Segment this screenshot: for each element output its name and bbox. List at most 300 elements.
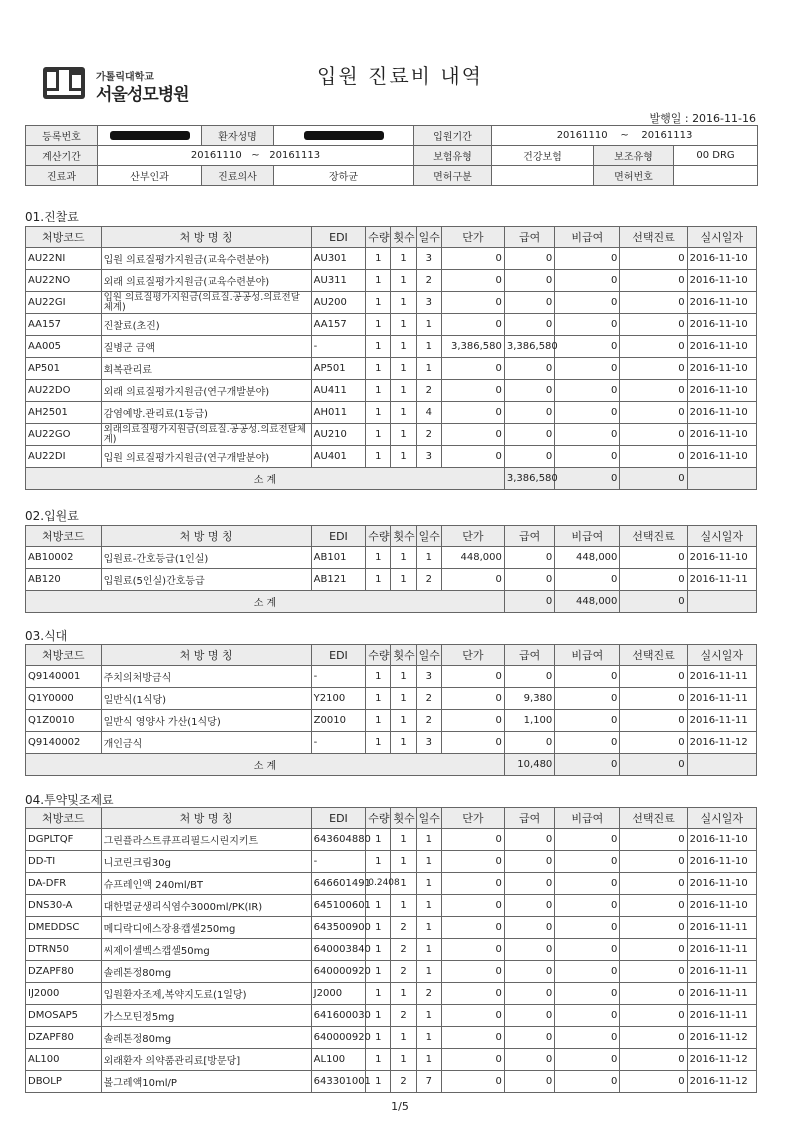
cell-noncovered: 0 xyxy=(555,270,620,292)
admission-period-value xyxy=(492,126,758,146)
cell-unit: 0 xyxy=(441,1027,504,1049)
cell-code: AL100 xyxy=(26,1049,102,1071)
column-header-unit: 단가 xyxy=(441,645,504,666)
column-header-selective: 선택진료 xyxy=(620,526,687,547)
cell-noncovered: 448,000 xyxy=(555,547,620,569)
cell-edi: AU401 xyxy=(311,446,366,468)
table-row xyxy=(26,547,757,569)
table-row xyxy=(26,961,757,983)
cell-edi: AB101 xyxy=(311,547,366,569)
cell-edi: 643500900 xyxy=(311,917,366,939)
cell-noncovered: 0 xyxy=(555,292,620,314)
cell-days: 2 xyxy=(416,424,441,446)
cell-unit: 0 xyxy=(441,569,504,591)
cell-days: 3 xyxy=(416,292,441,314)
column-header-times: 횟수 xyxy=(391,526,416,547)
cell-qty: 1 xyxy=(366,446,391,468)
license-value xyxy=(674,166,758,186)
table-row xyxy=(26,983,757,1005)
cell-unit: 0 xyxy=(441,292,504,314)
cell-edi: AL100 xyxy=(311,1049,366,1071)
cell-name: 개인금식 xyxy=(101,732,311,754)
cell-times: 1 xyxy=(391,1027,416,1049)
cell-times: 1 xyxy=(391,446,416,468)
cell-unit: 448,000 xyxy=(441,547,504,569)
cell-times: 2 xyxy=(391,961,416,983)
cell-covered: 0 xyxy=(504,961,554,983)
cell-date: 2016-11-11 xyxy=(687,1005,756,1027)
subtotal-empty xyxy=(687,754,756,776)
column-header-name: 처 방 명 칭 xyxy=(101,808,311,829)
cell-noncovered: 0 xyxy=(555,1071,620,1093)
cell-noncovered: 0 xyxy=(555,851,620,873)
cell-name: 외래의료질평가지원금(의료질.공공성.의료전달체계) xyxy=(101,424,311,446)
cell-edi: J2000 xyxy=(311,983,366,1005)
cell-covered: 0 xyxy=(504,1027,554,1049)
section-title: 02.입원료 xyxy=(25,509,79,523)
cell-edi: - xyxy=(311,336,366,358)
cell-noncovered: 0 xyxy=(555,569,620,591)
cell-date: 2016-11-11 xyxy=(687,917,756,939)
cell-edi: Y2100 xyxy=(311,688,366,710)
cell-noncovered: 0 xyxy=(555,688,620,710)
info-row xyxy=(26,166,758,186)
cell-noncovered: 0 xyxy=(555,666,620,688)
cell-qty: 1 xyxy=(366,358,391,380)
cell-date: 2016-11-10 xyxy=(687,873,756,895)
cell-date: 2016-11-11 xyxy=(687,983,756,1005)
cell-unit: 0 xyxy=(441,851,504,873)
cell-date: 2016-11-10 xyxy=(687,336,756,358)
cell-times: 1 xyxy=(391,873,416,895)
cell-date: 2016-11-11 xyxy=(687,710,756,732)
cell-selective: 0 xyxy=(620,314,687,336)
cell-times: 1 xyxy=(391,547,416,569)
column-header-noncovered: 비급여 xyxy=(555,227,620,248)
cell-code: DZAPF80 xyxy=(26,961,102,983)
cell-name: 외래환자 의약품관리료[방문당] xyxy=(101,1049,311,1071)
cell-days: 1 xyxy=(416,1005,441,1027)
cell-edi: AU311 xyxy=(311,270,366,292)
column-header-days: 일수 xyxy=(416,526,441,547)
cell-qty: 1 xyxy=(366,1049,391,1071)
subtotal-row xyxy=(26,754,757,776)
cell-selective: 0 xyxy=(620,732,687,754)
cell-code: DBOLP xyxy=(26,1071,102,1093)
cell-date: 2016-11-10 xyxy=(687,446,756,468)
table-header-row xyxy=(26,645,757,666)
cell-name: 가스모틴정5mg xyxy=(101,1005,311,1027)
cell-unit: 0 xyxy=(441,873,504,895)
cell-date: 2016-11-10 xyxy=(687,358,756,380)
cell-code: AU22GI xyxy=(26,292,102,314)
cell-name: 솔레톤정80mg xyxy=(101,961,311,983)
cell-code: AU22NI xyxy=(26,248,102,270)
column-header-edi: EDI xyxy=(311,227,366,248)
calc-from: 20161110 xyxy=(190,150,242,161)
column-header-edi: EDI xyxy=(311,526,366,547)
table-row xyxy=(26,1049,757,1071)
cell-times: 1 xyxy=(391,292,416,314)
cell-covered: 0 xyxy=(504,380,554,402)
cell-date: 2016-11-10 xyxy=(687,314,756,336)
cell-times: 1 xyxy=(391,895,416,917)
cell-covered: 0 xyxy=(504,424,554,446)
subtotal-covered: 10,480 xyxy=(504,754,554,776)
cell-covered: 0 xyxy=(504,358,554,380)
cell-selective: 0 xyxy=(620,547,687,569)
cell-days: 2 xyxy=(416,983,441,1005)
redaction-mark xyxy=(304,131,384,140)
cell-edi: - xyxy=(311,851,366,873)
table-row xyxy=(26,732,757,754)
cell-selective: 0 xyxy=(620,380,687,402)
column-header-name: 처 방 명 칭 xyxy=(101,645,311,666)
cell-noncovered: 0 xyxy=(555,1049,620,1071)
column-header-selective: 선택진료 xyxy=(620,808,687,829)
cell-unit: 0 xyxy=(441,1049,504,1071)
cell-covered: 0 xyxy=(504,666,554,688)
cell-covered: 0 xyxy=(504,270,554,292)
cell-times: 1 xyxy=(391,358,416,380)
exemption-value xyxy=(492,166,594,186)
cell-code: DD-TI xyxy=(26,851,102,873)
cell-days: 1 xyxy=(416,851,441,873)
column-header-qty: 수량 xyxy=(366,808,391,829)
cell-code: AU22DI xyxy=(26,446,102,468)
cell-code: IJ2000 xyxy=(26,983,102,1005)
column-header-covered: 급여 xyxy=(504,227,554,248)
cell-times: 1 xyxy=(391,314,416,336)
cell-date: 2016-11-10 xyxy=(687,895,756,917)
calc-period-label: 계산기간 xyxy=(26,146,98,166)
cell-unit: 0 xyxy=(441,248,504,270)
logo-name: 서울성모병원 xyxy=(96,85,189,105)
cell-qty: 1 xyxy=(366,547,391,569)
cell-qty: 1 xyxy=(366,270,391,292)
table-row xyxy=(26,829,757,851)
column-header-code: 처방코드 xyxy=(26,526,102,547)
cell-date: 2016-11-11 xyxy=(687,961,756,983)
cell-covered: 3,386,580 xyxy=(504,336,554,358)
cell-noncovered: 0 xyxy=(555,829,620,851)
table-row xyxy=(26,851,757,873)
cell-covered: 0 xyxy=(504,1005,554,1027)
cell-noncovered: 0 xyxy=(555,336,620,358)
cell-edi: - xyxy=(311,666,366,688)
table-row xyxy=(26,917,757,939)
section-title: 04.투약및조제료 xyxy=(25,793,114,807)
column-header-selective: 선택진료 xyxy=(620,227,687,248)
cell-selective: 0 xyxy=(620,1005,687,1027)
cell-days: 1 xyxy=(416,1027,441,1049)
cell-days: 3 xyxy=(416,732,441,754)
table-header-row xyxy=(26,227,757,248)
cell-noncovered: 0 xyxy=(555,380,620,402)
cell-code: AP501 xyxy=(26,358,102,380)
cell-edi: 646601491 xyxy=(311,873,366,895)
charge-table xyxy=(25,807,757,1093)
cell-qty: 1 xyxy=(366,569,391,591)
column-header-qty: 수량 xyxy=(366,227,391,248)
cell-name: 일반식 영양사 가산(1식당) xyxy=(101,710,311,732)
column-header-qty: 수량 xyxy=(366,645,391,666)
cell-name: 대한멀균생리식염수3000ml/PK(IR) xyxy=(101,895,311,917)
calc-separator: ~ xyxy=(251,150,260,161)
cell-covered: 1,100 xyxy=(504,710,554,732)
column-header-times: 횟수 xyxy=(391,808,416,829)
subtotal-row xyxy=(26,591,757,613)
cell-selective: 0 xyxy=(620,851,687,873)
cell-name: 입원료(5인실)간호등급 xyxy=(101,569,311,591)
reg-number-label: 등록번호 xyxy=(26,126,98,146)
cell-days: 3 xyxy=(416,248,441,270)
cell-times: 1 xyxy=(391,688,416,710)
column-header-name: 처 방 명 칭 xyxy=(101,227,311,248)
cell-code: DNS30-A xyxy=(26,895,102,917)
cell-unit: 0 xyxy=(441,424,504,446)
cell-qty: 1 xyxy=(366,402,391,424)
cell-selective: 0 xyxy=(620,270,687,292)
patient-info-table xyxy=(25,125,758,186)
cell-selective: 0 xyxy=(620,1027,687,1049)
calc-to: 20161113 xyxy=(269,150,321,161)
cell-edi: 643301001 xyxy=(311,1071,366,1093)
cell-days: 2 xyxy=(416,270,441,292)
subtotal-covered: 0 xyxy=(504,591,554,613)
cell-selective: 0 xyxy=(620,402,687,424)
cell-days: 2 xyxy=(416,380,441,402)
cell-name: 외래 의료질평가지원금(연구개발분야) xyxy=(101,380,311,402)
cell-covered: 0 xyxy=(504,732,554,754)
cell-noncovered: 0 xyxy=(555,314,620,336)
cell-days: 2 xyxy=(416,688,441,710)
cell-covered: 0 xyxy=(504,547,554,569)
table-row xyxy=(26,358,757,380)
cell-noncovered: 0 xyxy=(555,939,620,961)
cell-days: 1 xyxy=(416,895,441,917)
table-row xyxy=(26,446,757,468)
issue-date-line xyxy=(649,110,756,126)
table-row xyxy=(26,380,757,402)
cell-qty: 1 xyxy=(366,829,391,851)
cell-times: 1 xyxy=(391,983,416,1005)
cell-qty: 1 xyxy=(366,917,391,939)
cell-name: 슈프레인액 240ml/BT xyxy=(101,873,311,895)
cell-selective: 0 xyxy=(620,688,687,710)
cell-noncovered: 0 xyxy=(555,895,620,917)
cell-date: 2016-11-10 xyxy=(687,380,756,402)
cell-unit: 0 xyxy=(441,710,504,732)
info-row xyxy=(26,146,758,166)
cell-unit: 3,386,580 xyxy=(441,336,504,358)
cell-edi: AP501 xyxy=(311,358,366,380)
cell-code: AU22DO xyxy=(26,380,102,402)
cell-edi: AU210 xyxy=(311,424,366,446)
cell-date: 2016-11-10 xyxy=(687,270,756,292)
cell-qty: 1 xyxy=(366,424,391,446)
cell-edi: 640003840 xyxy=(311,939,366,961)
cell-times: 2 xyxy=(391,1071,416,1093)
cell-noncovered: 0 xyxy=(555,402,620,424)
info-row xyxy=(26,126,758,146)
cell-name: 회복관리료 xyxy=(101,358,311,380)
cell-noncovered: 0 xyxy=(555,983,620,1005)
cell-code: AA157 xyxy=(26,314,102,336)
cell-selective: 0 xyxy=(620,446,687,468)
patient-name-value xyxy=(274,126,414,146)
table-row xyxy=(26,939,757,961)
cell-name: 질병군 금액 xyxy=(101,336,311,358)
cell-noncovered: 0 xyxy=(555,732,620,754)
cell-qty: 1 xyxy=(366,851,391,873)
cell-days: 1 xyxy=(416,314,441,336)
cell-noncovered: 0 xyxy=(555,1027,620,1049)
cell-times: 1 xyxy=(391,402,416,424)
charge-table xyxy=(25,644,757,776)
cell-edi: 640000920 xyxy=(311,961,366,983)
cell-covered: 0 xyxy=(504,829,554,851)
cell-code: AH2501 xyxy=(26,402,102,424)
cell-covered: 0 xyxy=(504,248,554,270)
department-label: 진료과 xyxy=(26,166,98,186)
column-header-unit: 단가 xyxy=(441,808,504,829)
column-header-date: 실시일자 xyxy=(687,808,756,829)
cell-name: 입원 의료질평가지원금(의료질.공공성.의료전달체계) xyxy=(101,292,311,314)
calc-period-value xyxy=(98,146,414,166)
cell-qty: 1 xyxy=(366,732,391,754)
column-header-edi: EDI xyxy=(311,645,366,666)
cell-noncovered: 0 xyxy=(555,358,620,380)
cell-unit: 0 xyxy=(441,446,504,468)
cell-date: 2016-11-12 xyxy=(687,1027,756,1049)
cell-days: 2 xyxy=(416,710,441,732)
cell-code: DMEDDSC xyxy=(26,917,102,939)
cell-selective: 0 xyxy=(620,358,687,380)
cell-edi: AH011 xyxy=(311,402,366,424)
cell-edi: AU411 xyxy=(311,380,366,402)
cell-date: 2016-11-10 xyxy=(687,424,756,446)
section-title: 01.진찰료 xyxy=(25,210,79,224)
department-value: 산부인과 xyxy=(98,166,202,186)
table-row xyxy=(26,270,757,292)
cell-code: DTRN50 xyxy=(26,939,102,961)
cell-selective: 0 xyxy=(620,292,687,314)
cell-noncovered: 0 xyxy=(555,446,620,468)
cell-date: 2016-11-10 xyxy=(687,402,756,424)
cell-covered: 0 xyxy=(504,917,554,939)
cell-qty: 1 xyxy=(366,688,391,710)
column-header-noncovered: 비급여 xyxy=(555,645,620,666)
cell-edi: Z0010 xyxy=(311,710,366,732)
cell-covered: 0 xyxy=(504,1071,554,1093)
subtotal-noncovered: 448,000 xyxy=(555,591,620,613)
table-row xyxy=(26,666,757,688)
column-header-days: 일수 xyxy=(416,808,441,829)
cell-name: 볼그레액10ml/P xyxy=(101,1071,311,1093)
period-separator: ~ xyxy=(620,130,629,141)
cell-qty: 1 xyxy=(366,336,391,358)
cell-selective: 0 xyxy=(620,917,687,939)
cell-code: Q9140002 xyxy=(26,732,102,754)
cell-selective: 0 xyxy=(620,873,687,895)
table-row xyxy=(26,1027,757,1049)
table-row xyxy=(26,336,757,358)
cell-noncovered: 0 xyxy=(555,710,620,732)
table-header-row xyxy=(26,526,757,547)
cell-date: 2016-11-11 xyxy=(687,939,756,961)
cell-unit: 0 xyxy=(441,983,504,1005)
cell-name: 메디락디에스장용캡셀250mg xyxy=(101,917,311,939)
cell-name: 씨제이셀벡스캡셀50mg xyxy=(101,939,311,961)
cell-noncovered: 0 xyxy=(555,248,620,270)
page-title: 입원 진료비 내역 xyxy=(317,64,483,88)
column-header-covered: 급여 xyxy=(504,645,554,666)
cell-days: 1 xyxy=(416,336,441,358)
column-header-unit: 단가 xyxy=(441,227,504,248)
cell-date: 2016-11-11 xyxy=(687,688,756,710)
cell-qty: 1 xyxy=(366,292,391,314)
insurance-type-label: 보험유형 xyxy=(414,146,492,166)
subtotal-noncovered: 0 xyxy=(555,468,620,490)
license-label: 면허번호 xyxy=(594,166,674,186)
aux-type-label: 보조유형 xyxy=(594,146,674,166)
column-header-code: 처방코드 xyxy=(26,227,102,248)
cell-code: AA005 xyxy=(26,336,102,358)
period-from: 20161110 xyxy=(556,130,608,141)
cell-noncovered: 0 xyxy=(555,424,620,446)
subtotal-row xyxy=(26,468,757,490)
cell-edi: AA157 xyxy=(311,314,366,336)
column-header-name: 처 방 명 칭 xyxy=(101,526,311,547)
cell-selective: 0 xyxy=(620,939,687,961)
cell-selective: 0 xyxy=(620,895,687,917)
cell-name: 그린플라스트큐프리필드시린지키트 xyxy=(101,829,311,851)
logo-subtitle: 가톨릭대학교 xyxy=(96,72,154,83)
column-header-date: 실시일자 xyxy=(687,227,756,248)
cell-times: 1 xyxy=(391,424,416,446)
cell-selective: 0 xyxy=(620,961,687,983)
cell-times: 2 xyxy=(391,1005,416,1027)
cell-unit: 0 xyxy=(441,358,504,380)
table-row xyxy=(26,314,757,336)
cell-unit: 0 xyxy=(441,1071,504,1093)
cell-selective: 0 xyxy=(620,710,687,732)
table-row xyxy=(26,292,757,314)
cell-code: DMOSAP5 xyxy=(26,1005,102,1027)
cell-name: 진찰료(초진) xyxy=(101,314,311,336)
exemption-label: 면허구분 xyxy=(414,166,492,186)
column-header-days: 일수 xyxy=(416,227,441,248)
cell-covered: 9,380 xyxy=(504,688,554,710)
cell-code: DZAPF80 xyxy=(26,1027,102,1049)
subtotal-selective: 0 xyxy=(620,591,687,613)
charge-table xyxy=(25,525,757,613)
table-row xyxy=(26,895,757,917)
cell-days: 1 xyxy=(416,547,441,569)
cell-days: 3 xyxy=(416,446,441,468)
period-to: 20161113 xyxy=(641,130,693,141)
subtotal-label: 소 계 xyxy=(26,754,505,776)
cell-date: 2016-11-10 xyxy=(687,248,756,270)
cell-name: 외래 의료질평가지원금(교육수련분야) xyxy=(101,270,311,292)
cell-days: 2 xyxy=(416,569,441,591)
cell-qty: 1 xyxy=(366,710,391,732)
cell-unit: 0 xyxy=(441,688,504,710)
page-number: 1/5 xyxy=(391,1100,409,1113)
cell-days: 1 xyxy=(416,1049,441,1071)
column-header-code: 처방코드 xyxy=(26,808,102,829)
